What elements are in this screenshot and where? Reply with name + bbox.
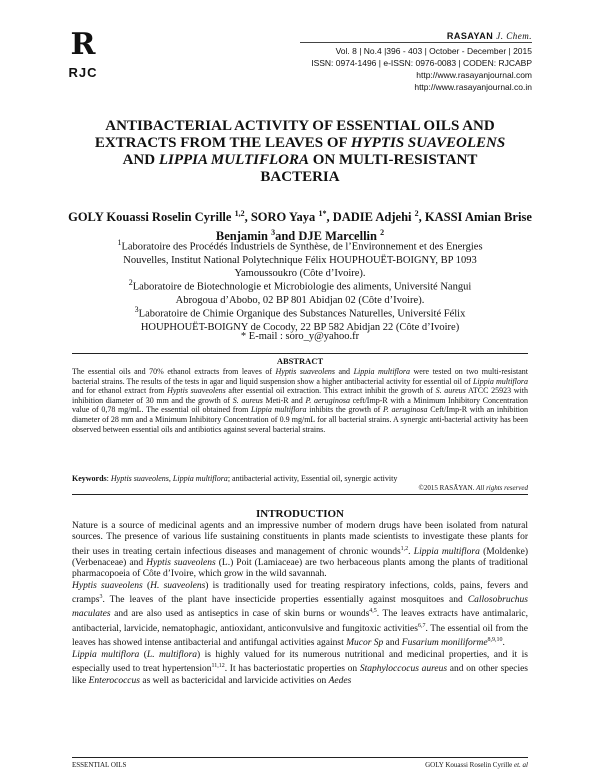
p2-cite-g: 4,5 bbox=[369, 608, 377, 615]
p1-cite-a: 1,2 bbox=[400, 545, 409, 552]
p3-species-1: Lippia multiflora bbox=[72, 649, 140, 660]
footer-et-al: et. al bbox=[514, 761, 528, 769]
abstract-species-1: Hyptis suaveolens bbox=[275, 367, 335, 376]
introduction-heading: INTRODUCTION bbox=[255, 508, 344, 520]
p3-species-2: L. multiflora bbox=[146, 649, 198, 660]
p2-text-b: ( bbox=[142, 580, 151, 591]
affiliation-3-text: Laboratoire de Chimie Organique des Substances Naturelles, Université Félix HOUPHOUËT-BOIGNY de Cocody, 22 BP 582 Abidjan 22 (Côte d’Ivoire) bbox=[138, 308, 466, 333]
title-line-3-text-a: AND bbox=[122, 152, 159, 168]
intro-paragraph-2 bbox=[72, 581, 528, 650]
p1-species-2: Hyptis suaveolens bbox=[146, 558, 216, 569]
abstract-top-rule bbox=[72, 353, 528, 354]
p2-species-3: Callosobruchus maculates bbox=[72, 595, 528, 620]
logo-text: RJC bbox=[68, 65, 98, 80]
abstract-species-9: P. aeruginosa bbox=[383, 405, 428, 415]
abstract-species-3: Lippia multiflora bbox=[472, 376, 528, 386]
p2-text-m: . bbox=[502, 638, 505, 649]
author-2-sup: 1* bbox=[318, 209, 327, 218]
keywords-label: Keywords bbox=[72, 474, 107, 483]
p2-species-1: Hyptis suaveolens bbox=[72, 580, 143, 591]
author-3-sup: 2 bbox=[414, 209, 419, 218]
abstract-text-4: and for ethanol extract from bbox=[72, 386, 168, 396]
p1-text-d: (Moldenke) (Verbenaceae) and bbox=[72, 546, 528, 569]
issn-line: ISSN: 0974-1496 | e-ISSN: 0976-0083 | CODEN: RJCABP bbox=[311, 58, 532, 68]
p2-text-e: . The leaves of the plant have insecticide properties essentially against mosquitoes and bbox=[102, 595, 468, 606]
title-line-2 bbox=[70, 135, 530, 152]
journal-name-suffix: J. Chem. bbox=[496, 31, 532, 41]
p2-cite-d: 3 bbox=[99, 593, 103, 600]
p1-species-1: Lippia multiflora bbox=[413, 546, 480, 557]
p2-text-k: and bbox=[383, 638, 402, 649]
p3-species-5: Aedes bbox=[328, 675, 352, 686]
title-line-3 bbox=[70, 152, 530, 169]
keyword-rest: ; antibacterial activity, Essential oil, synergic activity bbox=[227, 474, 398, 483]
affiliation-2-text: Laboratoire de Biotechnologie et Microbiologie des aliments, Université Nangui Abrogoua d’Abobo, 02 BP 801 Abidjan 02 (Côte d’Ivoire). bbox=[132, 281, 472, 306]
journal-url-1[interactable]: http://www.rasayanjournal.com bbox=[416, 70, 532, 80]
keywords-colon: : bbox=[106, 474, 111, 483]
keywords bbox=[72, 474, 528, 484]
title-species-2: LIPPIA MULTIFLORA bbox=[158, 152, 310, 168]
abstract-text-2: and bbox=[335, 367, 354, 376]
journal-logo bbox=[62, 27, 104, 80]
keyword-species-2: Lippia multiflora bbox=[172, 474, 228, 483]
abstract-text-6: ATCC 25923 with inhibition diameter of 30 mm and the growth of bbox=[72, 386, 528, 405]
abstract-text-8: ceft/Imp-R with a Minimum Inhibitory Concentration value of 0,78 mg/mL. The essential oil obtained from bbox=[72, 395, 529, 415]
footer-running-title: ESSENTIAL OILS bbox=[72, 761, 127, 769]
author-1-sup: 1,2 bbox=[234, 209, 245, 218]
abstract-species-2: Lippia multiflora bbox=[353, 367, 410, 376]
abstract-species-4: Hyptis suaveolens bbox=[167, 386, 226, 396]
p2-text-i: . The essential oil from the leaves has showed intense antibacterial and antifungal activities against bbox=[72, 624, 528, 649]
journal-rule bbox=[300, 42, 532, 43]
p3-text-e: . It has bacteriostatic properties on bbox=[224, 664, 360, 675]
p2-cite-l: 8,9,10 bbox=[487, 637, 503, 644]
p2-text-d: ) is traditionally used for treating respiratory infections, colds, pains, fevers and cramps bbox=[72, 580, 528, 606]
journal-name bbox=[447, 31, 532, 41]
footer-rule bbox=[72, 757, 528, 758]
p3-text-g: and on other species like bbox=[72, 664, 529, 686]
paper-title bbox=[70, 118, 530, 186]
title-line-2-text: EXTRACTS FROM THE LEAVES OF bbox=[94, 135, 351, 151]
contact-email[interactable]: * E-mail : soro_y@yahoo.fr bbox=[240, 331, 360, 342]
author-4-sup: 3 bbox=[271, 228, 276, 238]
footer-author-name: GOLY Kouassi Roselin Cyrille bbox=[425, 761, 514, 769]
affiliation-1-text: Laboratoire des Procédés Industriels de Synthèse, de l’Environnement et des Energies Nouvelles, Institut National Polytechnique Félix HOUPHOUËT-BOIGNY, BP 1093 Yamoussoukro (Côte d’Ivoire). bbox=[121, 241, 483, 279]
p2-species-2: H. suaveolens bbox=[150, 580, 206, 591]
copyright-text: ©2015 RASĀYAN. bbox=[418, 484, 477, 492]
keyword-species-1: Hyptis suaveolens bbox=[110, 474, 169, 483]
copyright-rights: All rights reserved bbox=[476, 484, 528, 492]
abstract-text-3: were tested on two multi-resistant bacterial strains. The results of the tests in agar and liquid suspension show a higher antibacterial activity for essential oil of bbox=[72, 367, 528, 386]
volume-line: Vol. 8 | No.4 |396 - 403 | October - December | 2015 bbox=[335, 46, 532, 56]
footer-authors bbox=[425, 761, 528, 769]
author-2: , SORO Yaya bbox=[244, 210, 319, 225]
copyright bbox=[419, 484, 528, 492]
intro-paragraph-1 bbox=[72, 521, 528, 581]
p1-text-b: . bbox=[408, 546, 414, 557]
abstract-text-10: Ceft/Imp-R with an inhibition diameter of 28 mm and a Minimum Inhibitory Concentration of 0.9 mg/mL for all bacterial strains. A synergic anti-bacterial activity has been observed between essential oils and antibiotics against several bacterial strains. bbox=[72, 405, 528, 434]
abstract-species-8: Lippia multiflora bbox=[250, 405, 307, 415]
abstract-body bbox=[72, 367, 528, 434]
p3-text-d: ) is highly valued for its numerous nutritional and medicinal properties, and it is especially used to treat hypertension bbox=[72, 649, 528, 675]
abstract-bottom-rule bbox=[72, 494, 528, 495]
abstract-text-9: inhibits the growth of bbox=[306, 405, 384, 415]
affiliation-2 bbox=[110, 276, 490, 307]
affiliation-1-sup: 1 bbox=[117, 238, 122, 247]
author-1: GOLY Kouassi Roselin Cyrille bbox=[68, 210, 235, 225]
abstract-text-5: after essential oil extraction. This extract inhibit the growth of bbox=[225, 386, 436, 396]
author-5: and DJE Marcellin bbox=[275, 229, 381, 244]
affiliation-2-sup: 2 bbox=[128, 278, 133, 287]
affiliation-1 bbox=[110, 236, 490, 280]
title-line-3-text-b: ON MULTI-RESISTANT bbox=[309, 152, 478, 168]
author-3: , DADIE Adjehi bbox=[326, 210, 415, 225]
affiliation-3-sup: 3 bbox=[134, 305, 139, 314]
keyword-sep: , bbox=[168, 474, 173, 483]
p3-species-3: Staphyloccocus aureus bbox=[359, 664, 448, 675]
journal-name-main: RASAYAN bbox=[446, 31, 494, 41]
abstract-text-1: The essential oils and 70% ethanol extracts from leaves of bbox=[72, 367, 276, 376]
abstract-heading: ABSTRACT bbox=[276, 356, 324, 366]
p2-species-5: Fusarium moniliforme bbox=[401, 638, 488, 649]
abstract-species-7: P. aeruginosa bbox=[305, 395, 350, 405]
p1-text-f: (L.) Poit (Lamiaceae) are two herbaceous plants among the plants of traditional pharmacopoeia of Côte d’Ivoire, which grow in the wild savannah. bbox=[72, 558, 528, 580]
title-line-1: ANTIBACTERIAL ACTIVITY OF ESSENTIAL OILS AND bbox=[105, 118, 495, 134]
p3-text-i: as well as bactericidal and larvicide activities on bbox=[139, 675, 329, 686]
title-species-1: HYPTIS SUAVEOLENS bbox=[350, 135, 506, 151]
p1-text-a: Nature is a source of medicinal agents and an impressive number of modern drugs have been isolated from natural sources. The presence of various life sustaining constituents in plants made scientists to investigate these plants for their uses in treating certain infectious diseases and management of chronic wounds bbox=[72, 521, 528, 557]
abstract-species-5: S. aureus bbox=[435, 386, 466, 396]
abstract-text-7: Meti-R and bbox=[262, 395, 306, 405]
title-line-4: BACTERIA bbox=[260, 169, 340, 185]
journal-url-2[interactable]: http://www.rasayanjournal.co.in bbox=[414, 82, 532, 92]
p3-species-4: Enterococcus bbox=[88, 675, 140, 686]
p2-species-4: Mucor Sp bbox=[346, 638, 384, 649]
author-4: , KASSI Amian Brise Benjamin bbox=[215, 210, 532, 244]
author-5-sup: 2 bbox=[380, 228, 385, 238]
abstract-species-6: S. aureus bbox=[232, 395, 263, 405]
introduction-body bbox=[72, 521, 528, 687]
p3-text-b: ( bbox=[139, 649, 147, 660]
p2-cite-h: 6,7 bbox=[417, 622, 426, 629]
p2-text-g: and are also used as antiseptics in case of skin burns or wounds bbox=[110, 609, 370, 620]
logo-mark: R bbox=[70, 27, 96, 62]
intro-paragraph-3 bbox=[72, 650, 528, 687]
p3-cite-d: 11,12 bbox=[211, 663, 225, 670]
p2-text-h: . The leaves extracts have antimalaric, antibacterial, larvicide, nematophagic, antioxidant, anticonvulsive and fungitoxic activities bbox=[72, 609, 528, 634]
affiliation-3 bbox=[110, 303, 490, 334]
